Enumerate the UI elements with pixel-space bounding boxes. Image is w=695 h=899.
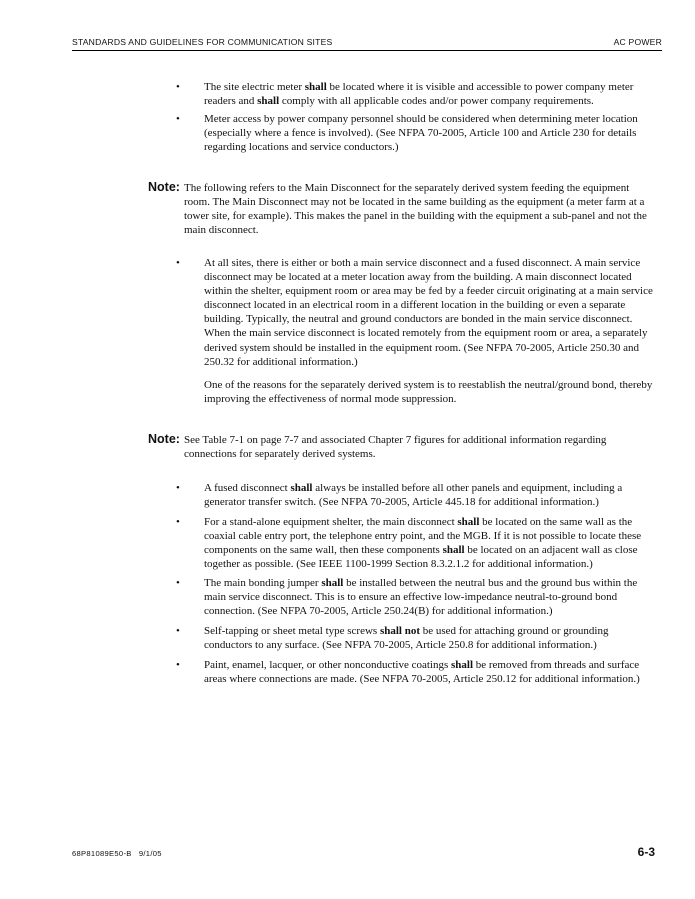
- bullet-text: At all sites, there is either or both a main service disconnect and a fused disconnect. A main service disconnect may be located at a meter location away from the building. A main disconnect located within the shelter, equipment room or area may be fed by a feeder circuit originating at a main service disconnect located in an electrical room in a different location in the building or even a separate building. Typically, the neutral and ground conductors are bonded in the main service disconnect. When the main service disconnect is located remotely from the equipment room or area, a separately derived system should be installed in the equipment room. (See NFPA 70-2005, Article 250.30 and 250.32 for additional information.): [204, 257, 653, 368]
- note-text: See Table 7-1 on page 7-7 and associated Chapter 7 figures for additional information regarding connections for separately derived systems.: [184, 434, 607, 461]
- bullet-icon: •: [176, 577, 180, 589]
- bullet-text: The main bonding jumper shall be installed between the neutral bus and the ground bus within the main service disconnect. This is to ensure an effective low-impedance neutral-to-ground bond connection. (See NFPA 70-2005, Article 250.24(B) for additional information.): [204, 577, 638, 618]
- bullet-icon: •: [176, 81, 180, 93]
- paragraph: One of the reasons for the separately derived system is to reestablish the neutral/ground bond, thereby improving the effectiveness of normal mode suppression.: [204, 379, 653, 406]
- footer-doc-info: [72, 849, 162, 858]
- bullet-text: For a stand-alone equipment shelter, the main disconnect shall be located on the same wall as the coaxial cable entry port, the telephone entry point, and the MGB. If it is not possible to locate these components on the same wall, then these components shall be located on an adjacent wall as close together as possible. (See IEEE 1100-1999 Section 8.3.2.1.2 for additional information.): [204, 516, 642, 571]
- header-title: STANDARDS AND GUIDELINES FOR COMMUNICATION SITES: [72, 37, 333, 47]
- header-rule: [72, 50, 662, 51]
- note-label: Note:: [148, 180, 180, 194]
- bullet-icon: •: [176, 659, 180, 671]
- bullet-icon: •: [176, 113, 180, 125]
- bullet-icon: •: [176, 482, 180, 494]
- page-header: [72, 37, 662, 51]
- header-section: AC POWER: [613, 37, 662, 47]
- bullet-icon: •: [176, 516, 180, 528]
- bullet-text: Self-tapping or sheet metal type screws shall not be used for attaching ground or grounding conductors to any surface. (See NFPA 70-2005, Article 250.8 for additional information.): [204, 625, 609, 652]
- bullet-icon: •: [176, 625, 180, 637]
- bullet-icon: •: [176, 257, 180, 269]
- bullet-text: Paint, enamel, lacquer, or other nonconductive coatings shall be removed from threads and surface areas where connections are made. (See NFPA 70-2005, Article 250.12 for additional information.): [204, 659, 640, 686]
- note-label: Note:: [148, 432, 180, 446]
- page-number: 6-3: [637, 845, 655, 859]
- footer-doc-id: 68P81089E50-B: [72, 849, 132, 858]
- bullet-text: Meter access by power company personnel should be considered when determining meter location (especially where a fence is involved). (See NFPA 70-2005, Article 100 and Article 230 for details regarding locations and service conductors.): [204, 113, 638, 154]
- footer-date: 9/1/05: [138, 849, 162, 858]
- bullet-text: A fused disconnect shall always be installed before all other panels and equipment, including a generator transfer switch. (See NFPA 70-2005, Article 445.18 for additional information.): [204, 482, 623, 509]
- bullet-text: The site electric meter shall be located where it is visible and accessible to power company meter readers and shall comply with all applicable codes and/or power company requirements.: [204, 81, 634, 108]
- note-text: The following refers to the Main Disconnect for the separately derived system feeding the equipment room. The Main Disconnect may not be located in the same building as the equipment (a meter farm at a tower site, for example). This makes the panel in the building with the equipment a sub-panel and not the main disconnect.: [184, 182, 647, 237]
